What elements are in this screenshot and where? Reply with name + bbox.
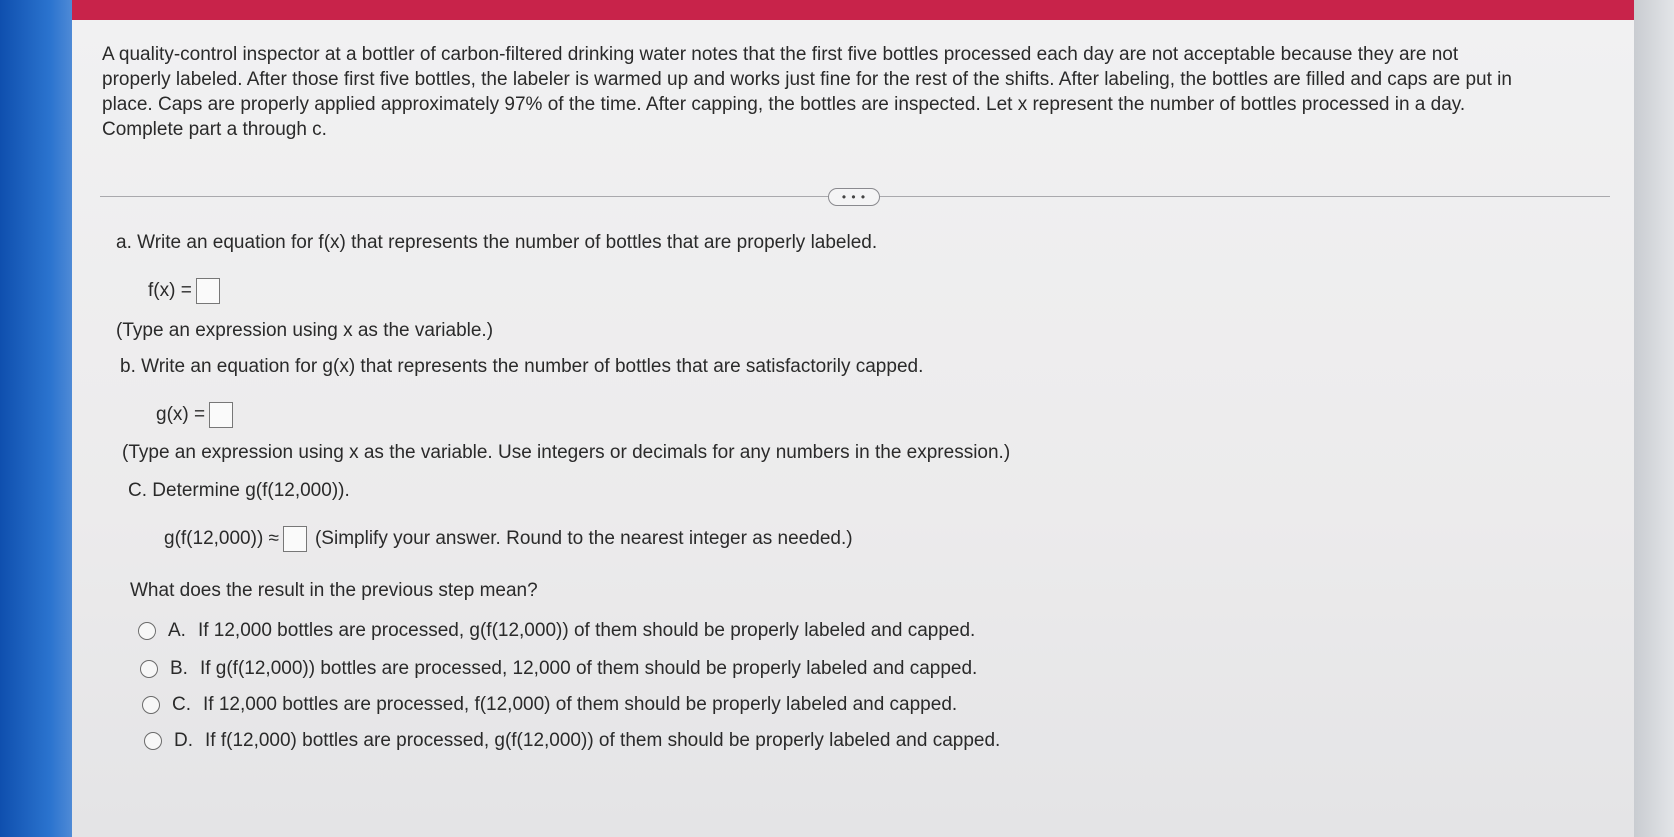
part-c-hint: (Simplify your answer. Round to the nearest integer as needed.) (314, 528, 853, 549)
part-a-answer-row (148, 278, 220, 304)
part-a-hint: (Type an expression using x as the variable.) (116, 320, 494, 341)
part-b-answer-row (156, 402, 233, 428)
part-a-answer-input[interactable] (196, 278, 220, 304)
option-b-radio[interactable] (140, 660, 158, 678)
part-c-answer-input[interactable] (283, 526, 307, 552)
monitor-bezel-left (0, 0, 72, 837)
option-d[interactable] (144, 730, 1000, 752)
part-a-question: a. Write an equation for f(x) that represents the number of bottles that are properly labeled. (116, 232, 878, 253)
part-c-followup-question: What does the result in the previous step mean? (130, 580, 538, 601)
part-b-hint: (Type an expression using x as the variable. Use integers or decimals for any numbers in the expression.) (122, 442, 1011, 463)
option-d-radio[interactable] (144, 732, 162, 750)
top-header-bar (72, 0, 1634, 22)
option-c[interactable] (142, 694, 957, 716)
part-b-question: b. Write an equation for g(x) that represents the number of bottles that are satisfactorily capped. (120, 356, 924, 377)
option-a[interactable] (138, 620, 975, 642)
problem-statement: A quality-control inspector at a bottler of carbon-filtered drinking water notes that the first five bottles processed each day are not acceptable because they are not properly labeled. After those first five bottles, the labeler is warmed up and works just fine for the rest of the shifts. After labeling, the bottles are filled and caps are put in place. Caps are properly applied approximately 97% of the time. After capping, the bottles are inspected. Let x represent the number of bottles processed in a day. Complete part a through c. (102, 44, 1512, 140)
option-c-radio[interactable] (142, 696, 160, 714)
option-d-text: If f(12,000) bottles are processed, g(f(12,000)) of them should be properly labeled and capped. (205, 730, 1001, 751)
part-b-answer-input[interactable] (209, 402, 233, 428)
option-b-letter: B. (170, 658, 188, 679)
option-a-text: If 12,000 bottles are processed, g(f(12,000)) of them should be properly labeled and capped. (197, 620, 976, 641)
part-c-question: C. Determine g(f(12,000)). (128, 480, 350, 501)
question-panel (72, 20, 1634, 837)
part-c-answer-row (164, 526, 853, 552)
option-b[interactable] (140, 658, 977, 680)
option-a-radio[interactable] (138, 622, 156, 640)
part-a-lhs: f(x) = (148, 280, 192, 301)
monitor-bezel-right (1634, 0, 1674, 837)
option-c-text: If 12,000 bottles are processed, f(12,000) of them should be properly labeled and capped. (203, 694, 958, 715)
option-d-letter: D. (174, 730, 193, 751)
part-c-lhs: g(f(12,000)) ≈ (164, 528, 279, 549)
option-a-letter: A. (168, 620, 186, 641)
option-b-text: If g(f(12,000)) bottles are processed, 12,000 of them should be properly labeled and capped. (199, 658, 978, 679)
part-b-lhs: g(x) = (156, 404, 206, 425)
expand-more-button[interactable]: • • • (828, 188, 880, 206)
option-c-letter: C. (172, 694, 191, 715)
